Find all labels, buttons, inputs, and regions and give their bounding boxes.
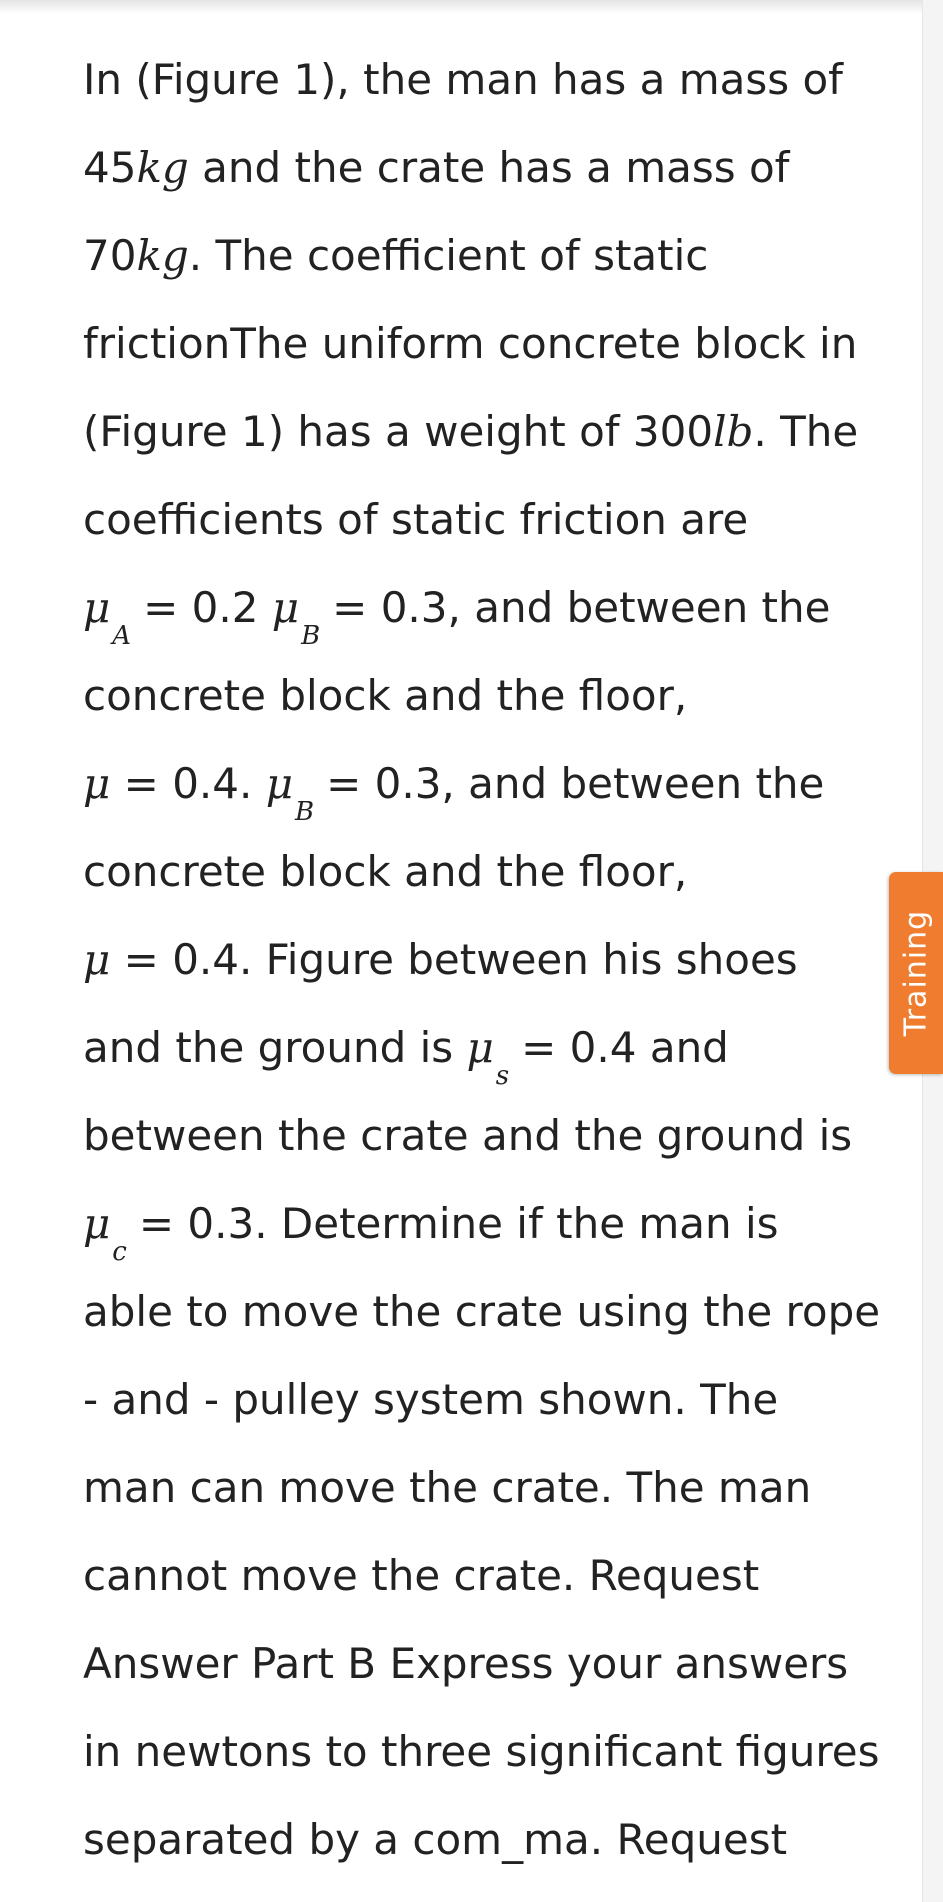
subscript: c bbox=[112, 1237, 127, 1267]
top-shadow bbox=[0, 0, 943, 14]
question-line: separated by a com_ma. Request bbox=[83, 1815, 788, 1864]
mu-symbol: μ bbox=[265, 759, 293, 808]
question-line: cannot move the crate. Request bbox=[83, 1551, 760, 1600]
subscript: B bbox=[294, 797, 315, 827]
training-tab-label[interactable]: Training bbox=[898, 909, 934, 1037]
question-line: frictionThe uniform concrete block in bbox=[83, 319, 858, 368]
mu-symbol: μ bbox=[83, 583, 111, 632]
mu-symbol: μ bbox=[83, 759, 111, 808]
question-line: 70kg. The coefficient of static bbox=[83, 231, 709, 280]
question-line: In (Figure 1), the man has a mass of bbox=[83, 55, 843, 104]
question-line: μ = 0.4. μB= 0.3, and between the bbox=[83, 748, 843, 836]
training-tab[interactable] bbox=[889, 872, 943, 1074]
question-line: (Figure 1) has a weight of 300lb. The bbox=[83, 407, 859, 456]
mu-symbol: μ bbox=[466, 1023, 494, 1072]
question-line: and the ground is μs= 0.4 and bbox=[83, 1012, 843, 1100]
question-line: Answer Part B Express your answers bbox=[83, 1639, 849, 1688]
question-line: man can move the crate. The man bbox=[83, 1463, 812, 1512]
question-text bbox=[83, 44, 881, 1892]
question-line: μc= 0.3. Determine if the man is bbox=[83, 1188, 843, 1276]
mu-symbol: μ bbox=[83, 1199, 111, 1248]
question-line: 45kg and the crate has a mass of bbox=[83, 143, 790, 192]
question-line: between the crate and the ground is bbox=[83, 1111, 853, 1160]
question-line: concrete block and the floor, bbox=[83, 671, 688, 720]
question-line: μA= 0.2 μB= 0.3, and between the bbox=[83, 572, 843, 660]
subscript: A bbox=[112, 621, 132, 651]
question-line: concrete block and the floor, bbox=[83, 847, 688, 896]
mu-symbol: μ bbox=[83, 935, 111, 984]
question-line: - and - pulley system shown. The bbox=[83, 1375, 779, 1424]
question-line: in newtons to three significant figures bbox=[83, 1727, 880, 1776]
question-line: able to move the crate using the rope bbox=[83, 1287, 881, 1336]
mu-symbol: μ bbox=[271, 583, 300, 632]
subscript: s bbox=[495, 1061, 510, 1091]
subscript: B bbox=[301, 621, 321, 651]
question-line: coefficients of static friction are bbox=[83, 495, 749, 544]
question-line: μ = 0.4. Figure between his shoes bbox=[83, 935, 798, 984]
